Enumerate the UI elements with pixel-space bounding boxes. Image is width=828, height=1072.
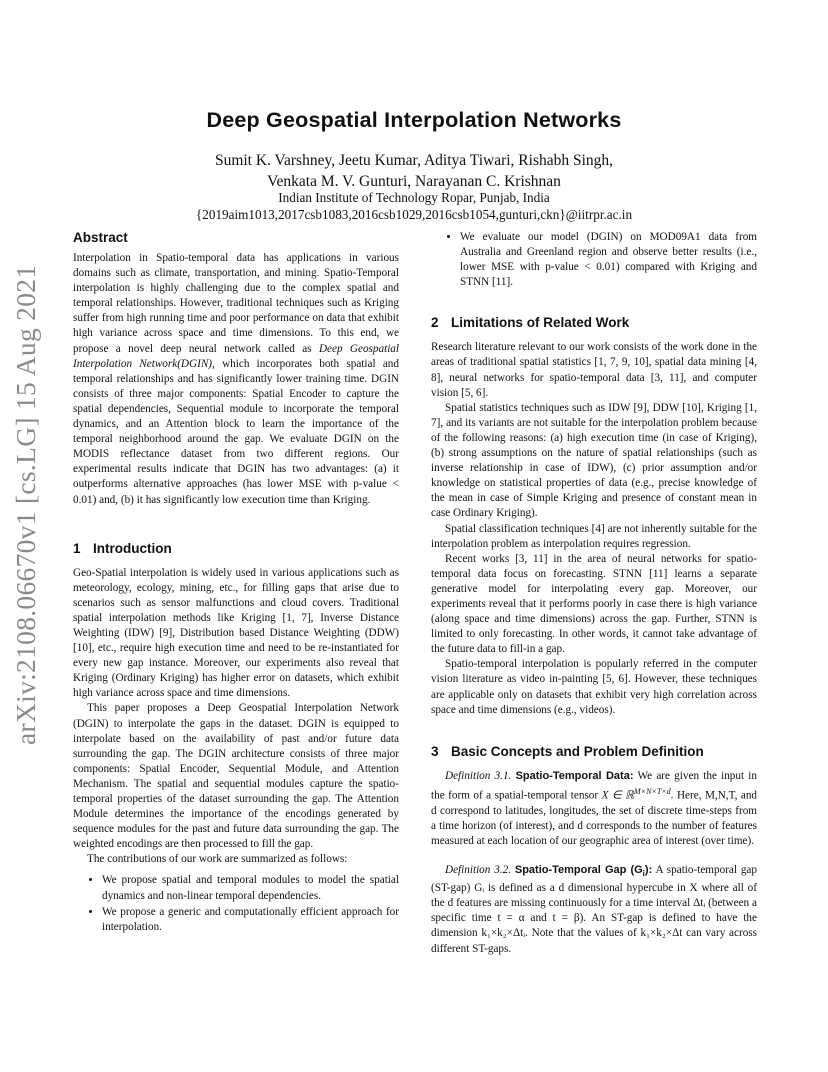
definition-3-2-name-subscript: i <box>642 869 645 879</box>
affiliation <box>0 189 828 223</box>
related-paragraph-1: Research literature relevant to our work consists of the work done in the areas of traditional spatial statistics [1, 7, 9, 10], spatial data mining [4, 8], neural networks for spatio-temporal data [3, 11], and computer vision [5, 6]. <box>431 341 757 399</box>
affiliation-emails: {2019aim1013,2017csb1083,2016csb1029,2016csb1054,gunturi,ckn}@iitrpr.ac.in <box>195 207 633 222</box>
section-3-title: Basic Concepts and Problem Definition <box>451 743 704 759</box>
definition-3-2 <box>431 863 757 957</box>
definition-3-1-text-b: . Here, M,N,T, and d correspond to latitudes, longitudes, the set of discrete time-steps from a time horizon (of interest), and d corresponds to the number of features measured at each location of our geographic area of interest (over time). <box>431 789 758 847</box>
related-paragraph-5: Spatio-temporal interpolation is popularly referred in the computer vision literature as video in-painting [5, 6]. However, these techniques are applicable only on datasets that exhibit very high correlation across space and time dimensions (e.g., videos). <box>431 658 757 716</box>
definition-3-1-label: Definition 3.1. <box>445 769 512 782</box>
affiliation-institute: Indian Institute of Technology Ropar, Punjab, India <box>278 190 550 205</box>
intro-paragraph-1: Geo-Spatial interpolation is widely used in various applications such as meteorology, ecology, mining, etc., for filling gaps that arise due to scenarios such as sensor malfunctions and cloud covers. Traditional spatial interpolation methods like Kriging [1, 7], Inverse Distance Weighting (IDW) [9], Distribution based Distance Weighting (DDW) [10], etc., require high execution time and need to be re-instantiated for every new gap instance. Moreover, our experiments also reveal that Kriging (Ordinary Kriging) has higher error on datasets, which exhibit high variance across space and time dimensions. <box>73 566 399 700</box>
contribution-item: • We evaluate our model (DGIN) on MOD09A1 data from Australia and Greenland region and observe better results (i.e., lower MSE with p-value < 0.01) compared with Kriging and STNN [11]. <box>460 230 757 290</box>
definition-3-2-label: Definition 3.2. <box>445 863 511 876</box>
left-column <box>73 230 399 936</box>
abstract-text-part1: Interpolation in Spatio-temporal data has applications in various domains such as climate, transportation, and mining. Spatio-Temporal interpolation is highly challenging due to the complex spatial and temporal relationships. However, traditional techniques such as Kriging suffer from high running time and poor performance on data that exhibit high variance across space and time dimensions. To this end, we propose a novel deep neural network called as <box>73 252 399 355</box>
intro-paragraph-3: The contributions of our work are summarized as follows: <box>87 853 348 866</box>
section-3-number: 3 <box>431 743 439 759</box>
related-paragraph-2: Spatial statistics techniques such as IDW [9], DDW [10], Kriging [1, 7], and its variants are not suitable for the interpolation problem because of the following reasons: (a) high execution time (in case of Kriging), (b) strong assumptions on the nature of spatial relationships (such as inverse relationship in case of IDW), (c) prior assumption and/or knowledge on statistical properties of data (e.g., precise knowledge of the mean in case of Simple Kriging and presence of constant mean in case Ordinary Kriging). <box>431 401 757 520</box>
abstract-text-italic: Deep Geospatial Interpolation Network(DGIN), <box>73 342 400 370</box>
right-column <box>431 230 757 957</box>
author-list <box>0 150 828 192</box>
definition-3-1-name: Spatio-Temporal Data: <box>515 769 634 782</box>
section-2-number: 2 <box>431 315 439 331</box>
related-paragraph-3: Spatial classification techniques [4] are not inherently suitable for the interpolation problem as interpolation requires regression. <box>431 522 757 550</box>
definition-3-2-name-end: ): <box>644 863 653 876</box>
definition-3-2-text: A spatio-temporal gap (ST-gap) Gᵢ is defined as a d dimensional hypercube in X where all of the d features are missing continuously for a time interval Δtᵢ (between a specific time t = α and t = β). An ST-gap is defined to have the dimension k₁×k₂×Δtᵢ. Note that the values of k₁×k₂×Δt can vary across different ST-gaps. <box>431 863 757 955</box>
section-1-heading <box>73 541 399 556</box>
author-line-1: Sumit K. Varshney, Jeetu Kumar, Aditya Tiwari, Rishabh Singh, <box>214 152 614 169</box>
contributions-list <box>73 873 399 934</box>
related-paragraph-4: Recent works [3, 11] in the area of neural networks for spatio-temporal data focus on forecasting. STNN [11] learns a separate generative model for interpolating every gap. Moreover, our experiments reveal that it performs poorly in case there is high variance (along space and time dimensions) across the gap. Further, STNN is limited to only forecasting. In other words, it cannot take advantage of the future data to fill-in a gap. <box>431 552 757 656</box>
definition-3-1-math: X ∈ ℝ <box>601 789 635 802</box>
definition-3-1-text-a: We are given the input in the form of a spatial-temporal tensor <box>431 769 758 802</box>
paper-title: Deep Geospatial Interpolation Networks <box>206 108 622 132</box>
section-1-title: Introduction <box>93 540 172 556</box>
arxiv-stamp: arXiv:2108.06670v1 [cs.LG] 15 Aug 2021 <box>10 264 41 745</box>
definition-3-1 <box>431 769 757 849</box>
definition-3-1-math-superscript: M×N×T×d <box>634 786 671 796</box>
section-2-title: Limitations of Related Work <box>451 315 630 331</box>
section-3-heading <box>431 744 757 759</box>
contribution-item: • We propose spatial and temporal modules to model the spatial dynamics and non-linear temporal dependencies. <box>102 873 399 903</box>
section-2-heading <box>431 315 757 330</box>
intro-paragraph-2: This paper proposes a Deep Geospatial Interpolation Network (DGIN) to interpolate the gaps in the dataset. DGIN is equipped to interpolate based on the availability of past and/or future data surrounding the gap. The DGIN architecture consists of three major components: Spatial Encoder, Sequential Module, and Attention Mechanism. The spatial and sequential modules capture the spatio-temporal properties of the dataset surrounding the gap. The Attention Module determines the importance of the encodings generated by sequence modules for the past and future data surrounding the gap. The weighted encodings are then processed to fill the gap. <box>73 702 399 851</box>
abstract-text-part2: which incorporates both spatial and temporal relationships and has significantly lower training time. DGIN consists of three major components: Spatial Encoder to capture the spatial dependencies, Sequential module to incorporate the temporal dynamics, and an Attention block to learn the importance of the temporal neighborhood around the gap. We evaluate DGIN on the MODIS reflectance dataset from two different regions. Our experimental results indicate that DGIN has two advantages: (a) it outperforms alternative approaches (has lower MSE with p-value < 0.01) and, (b) it has significantly low execution time than Kriging. <box>73 357 399 506</box>
contribution-item: • We propose a generic and computationally efficient approach for interpolation. <box>102 905 399 935</box>
definition-3-2-name <box>514 863 653 879</box>
section-1-number: 1 <box>73 540 81 556</box>
definition-3-2-name-text: Spatio-Temporal Gap (G <box>514 863 643 876</box>
abstract-heading: Abstract <box>73 230 128 245</box>
author-line-2: Venkata M. V. Gunturi, Narayanan C. Krishnan <box>267 173 561 190</box>
contributions-list-continued <box>429 230 757 290</box>
abstract-text <box>73 251 399 508</box>
